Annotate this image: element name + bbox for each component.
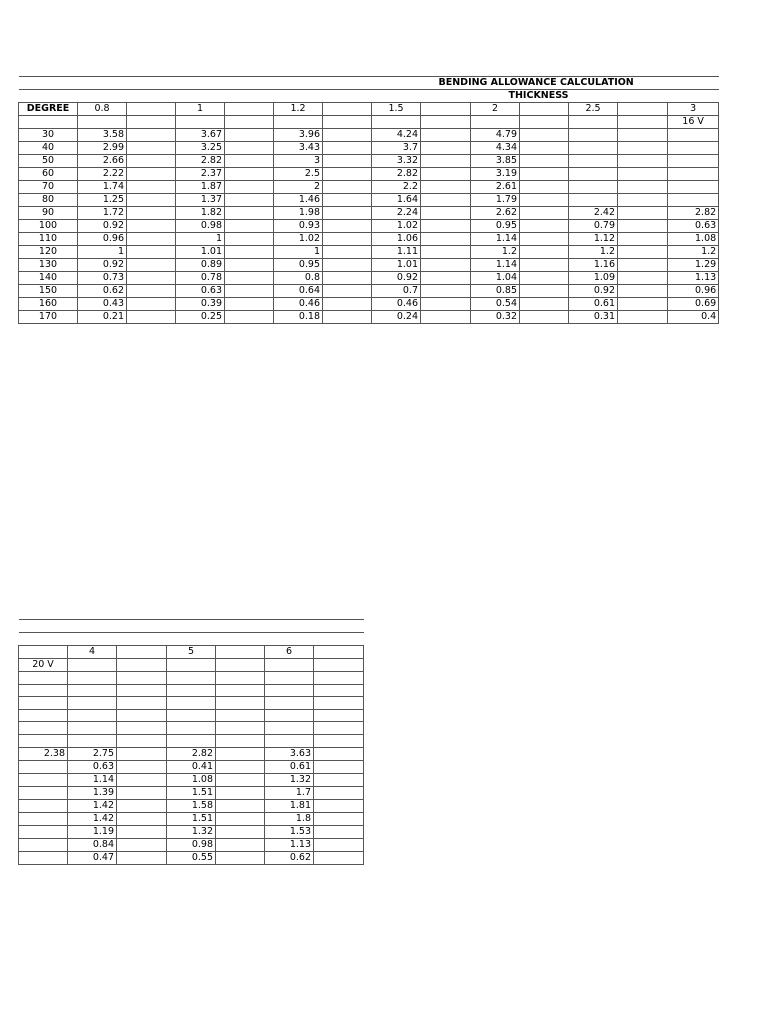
value-cell: 0.89 (176, 259, 225, 272)
value-cell: 1.39 (68, 786, 117, 799)
value-cell: 0.96 (668, 285, 719, 298)
degree-cell: 100 (19, 220, 78, 233)
value-cell (265, 734, 314, 747)
value-cell: 1.11 (372, 246, 421, 259)
value-cell (569, 181, 618, 194)
value-cell: 3.85 (471, 155, 520, 168)
value-cell: 2.24 (372, 207, 421, 220)
lead-cell (19, 786, 68, 799)
value-cell: 2.2 (372, 181, 421, 194)
degree-cell: 140 (19, 272, 78, 285)
lead-cell (19, 799, 68, 812)
value-cell (265, 722, 314, 735)
value-cell: 0.63 (176, 285, 225, 298)
value-cell: 0.92 (78, 259, 127, 272)
note-row (19, 659, 364, 672)
value-cell: 1 (78, 246, 127, 259)
table-row (19, 684, 364, 697)
thickness-header: 3 (668, 103, 719, 116)
value-cell: 1.32 (167, 825, 216, 838)
value-cell (668, 194, 719, 207)
note-16v: 16 V (668, 116, 719, 129)
value-cell: 3.32 (372, 155, 421, 168)
value-cell: 0.69 (668, 298, 719, 311)
value-cell (167, 697, 216, 710)
value-cell: 0.18 (274, 311, 323, 324)
value-cell: 2.22 (78, 168, 127, 181)
value-cell: 0.61 (265, 760, 314, 773)
value-cell: 0.84 (68, 838, 117, 851)
value-cell: 2.37 (176, 168, 225, 181)
table-row (19, 129, 719, 142)
value-cell: 2.75 (68, 747, 117, 760)
value-cell: 3.19 (471, 168, 520, 181)
value-cell: 1.12 (569, 233, 618, 246)
value-cell: 2.82 (668, 207, 719, 220)
value-cell: 0.79 (569, 220, 618, 233)
thickness-header: 5 (167, 646, 216, 659)
value-cell: 0.25 (176, 311, 225, 324)
table-row (19, 697, 364, 710)
table-row (19, 734, 364, 747)
value-cell: 4.79 (471, 129, 520, 142)
value-cell (68, 734, 117, 747)
lead-cell (19, 851, 68, 864)
value-cell: 0.95 (274, 259, 323, 272)
value-cell: 0.8 (274, 272, 323, 285)
thickness-header: 1.2 (274, 103, 323, 116)
value-cell: 1.02 (372, 220, 421, 233)
value-cell: 1.37 (176, 194, 225, 207)
value-cell (68, 709, 117, 722)
table-row (19, 672, 364, 685)
value-cell (569, 129, 618, 142)
value-cell (265, 709, 314, 722)
value-cell: 4.24 (372, 129, 421, 142)
value-cell: 1.04 (471, 272, 520, 285)
value-cell (167, 684, 216, 697)
value-cell: 0.85 (471, 285, 520, 298)
table-row (19, 272, 719, 285)
table-row (19, 285, 719, 298)
value-cell (68, 684, 117, 697)
value-cell: 1.14 (471, 233, 520, 246)
table-row (19, 722, 364, 735)
value-cell: 2.82 (372, 168, 421, 181)
value-cell: 0.63 (68, 760, 117, 773)
table-row (19, 851, 364, 864)
value-cell: 0.63 (668, 220, 719, 233)
value-cell: 1.46 (274, 194, 323, 207)
value-cell: 0.98 (167, 838, 216, 851)
table-row (19, 825, 364, 838)
value-cell: 0.32 (471, 311, 520, 324)
value-cell: 2.42 (569, 207, 618, 220)
value-cell: 1.74 (78, 181, 127, 194)
value-cell: 1.19 (68, 825, 117, 838)
lead-cell (19, 722, 68, 735)
value-cell: 0.54 (471, 298, 520, 311)
value-cell: 0.7 (372, 285, 421, 298)
lead-cell (19, 672, 68, 685)
value-cell: 1.01 (372, 259, 421, 272)
value-cell: 1.98 (274, 207, 323, 220)
value-cell: 1.14 (471, 259, 520, 272)
lead-cell (19, 734, 68, 747)
value-cell (167, 709, 216, 722)
lead-cell: 2.38 (19, 747, 68, 760)
value-cell: 3.58 (78, 129, 127, 142)
degree-cell: 150 (19, 285, 78, 298)
value-cell: 0.92 (78, 220, 127, 233)
value-cell: 2.82 (167, 747, 216, 760)
table-row (19, 747, 364, 760)
degree-cell: 40 (19, 142, 78, 155)
continuation-table (18, 619, 364, 865)
note-20v: 20 V (19, 659, 68, 672)
table-row (19, 799, 364, 812)
thickness-header: 6 (265, 646, 314, 659)
value-cell: 1.29 (668, 259, 719, 272)
value-cell: 1.02 (274, 233, 323, 246)
bending-allowance-table (18, 76, 719, 324)
lead-cell (19, 825, 68, 838)
value-cell: 1.42 (68, 812, 117, 825)
lead-cell (19, 773, 68, 786)
value-cell: 1.87 (176, 181, 225, 194)
value-cell: 1.14 (68, 773, 117, 786)
value-cell: 1.8 (265, 812, 314, 825)
value-cell (569, 194, 618, 207)
value-cell: 0.62 (265, 851, 314, 864)
value-cell: 0.24 (372, 311, 421, 324)
title-row (19, 77, 719, 90)
value-cell: 0.92 (569, 285, 618, 298)
degree-cell: 70 (19, 181, 78, 194)
value-cell: 4.34 (471, 142, 520, 155)
value-cell: 0.95 (471, 220, 520, 233)
value-cell: 3.43 (274, 142, 323, 155)
value-cell (167, 734, 216, 747)
value-cell: 1.58 (167, 799, 216, 812)
table-row (19, 709, 364, 722)
value-cell: 1.08 (167, 773, 216, 786)
value-cell: 0.46 (274, 298, 323, 311)
value-cell: 0.92 (372, 272, 421, 285)
subtitle-row (19, 90, 719, 103)
value-cell: 0.73 (78, 272, 127, 285)
degree-cell: 30 (19, 129, 78, 142)
degree-cell: 60 (19, 168, 78, 181)
table-row (19, 311, 719, 324)
value-cell: 0.62 (78, 285, 127, 298)
value-cell: 0.21 (78, 311, 127, 324)
lead-cell (19, 838, 68, 851)
degree-cell: 170 (19, 311, 78, 324)
value-cell: 1.08 (668, 233, 719, 246)
table-row (19, 233, 719, 246)
table-row (19, 773, 364, 786)
degree-cell: 110 (19, 233, 78, 246)
value-cell: 1.13 (668, 272, 719, 285)
value-cell: 0.98 (176, 220, 225, 233)
value-cell (265, 684, 314, 697)
degree-cell: 90 (19, 207, 78, 220)
value-cell: 1.51 (167, 812, 216, 825)
table-row (19, 155, 719, 168)
value-cell (668, 142, 719, 155)
value-cell: 1.32 (265, 773, 314, 786)
value-cell: 0.4 (668, 311, 719, 324)
value-cell: 0.61 (569, 298, 618, 311)
value-cell: 1.16 (569, 259, 618, 272)
lead-cell (19, 709, 68, 722)
value-cell: 2 (274, 181, 323, 194)
value-cell (167, 672, 216, 685)
value-cell (668, 168, 719, 181)
value-cell (569, 155, 618, 168)
degree-cell: 80 (19, 194, 78, 207)
table-row (19, 246, 719, 259)
value-cell (68, 672, 117, 685)
value-cell: 0.46 (372, 298, 421, 311)
table-row (19, 181, 719, 194)
value-cell: 1 (274, 246, 323, 259)
value-cell: 2.99 (78, 142, 127, 155)
lead-cell (19, 697, 68, 710)
value-cell: 0.31 (569, 311, 618, 324)
table-row (19, 259, 719, 272)
value-cell: 1.2 (569, 246, 618, 259)
value-cell: 0.39 (176, 298, 225, 311)
value-cell: 1.42 (68, 799, 117, 812)
degree-cell: 120 (19, 246, 78, 259)
lead-cell (19, 760, 68, 773)
table-row (19, 142, 719, 155)
value-cell: 0.55 (167, 851, 216, 864)
value-cell: 3.96 (274, 129, 323, 142)
table-row (19, 194, 719, 207)
table-row (19, 760, 364, 773)
value-cell: 1.06 (372, 233, 421, 246)
header-row (19, 103, 719, 116)
value-cell: 3 (274, 155, 323, 168)
value-cell: 3.25 (176, 142, 225, 155)
header-row (19, 646, 364, 659)
blank-row (19, 620, 364, 633)
degree-cell: 130 (19, 259, 78, 272)
value-cell (68, 697, 117, 710)
value-cell: 2.62 (471, 207, 520, 220)
lead-cell (19, 812, 68, 825)
value-cell: 2.5 (274, 168, 323, 181)
lead-cell (19, 684, 68, 697)
value-cell: 0.93 (274, 220, 323, 233)
value-cell: 0.41 (167, 760, 216, 773)
table-row (19, 207, 719, 220)
note-row (19, 116, 719, 129)
value-cell (569, 142, 618, 155)
table-row (19, 838, 364, 851)
value-cell: 1.81 (265, 799, 314, 812)
table-row (19, 168, 719, 181)
table-row (19, 220, 719, 233)
table-row (19, 812, 364, 825)
value-cell (265, 697, 314, 710)
value-cell: 1.13 (265, 838, 314, 851)
value-cell: 0.47 (68, 851, 117, 864)
value-cell: 2.61 (471, 181, 520, 194)
thickness-header: 4 (68, 646, 117, 659)
thickness-header: 1 (176, 103, 225, 116)
value-cell: 1.79 (471, 194, 520, 207)
value-cell: 1.2 (471, 246, 520, 259)
value-cell (68, 722, 117, 735)
value-cell: 0.64 (274, 285, 323, 298)
table-row (19, 298, 719, 311)
value-cell: 2.66 (78, 155, 127, 168)
value-cell: 1.7 (265, 786, 314, 799)
degree-header: DEGREE (19, 103, 78, 116)
table-subtitle: THICKNESS (508, 90, 569, 101)
value-cell (569, 168, 618, 181)
table-row (19, 786, 364, 799)
value-cell: 1.82 (176, 207, 225, 220)
value-cell: 3.67 (176, 129, 225, 142)
value-cell: 0.78 (176, 272, 225, 285)
value-cell (167, 722, 216, 735)
value-cell: 1.51 (167, 786, 216, 799)
value-cell (668, 129, 719, 142)
value-cell: 1.64 (372, 194, 421, 207)
blank-row (19, 633, 364, 646)
value-cell: 1 (176, 233, 225, 246)
value-cell: 0.43 (78, 298, 127, 311)
thickness-header: 2.5 (569, 103, 618, 116)
value-cell: 1.25 (78, 194, 127, 207)
value-cell: 2.82 (176, 155, 225, 168)
value-cell: 3.63 (265, 747, 314, 760)
value-cell (265, 672, 314, 685)
value-cell: 0.96 (78, 233, 127, 246)
value-cell: 1.72 (78, 207, 127, 220)
degree-cell: 160 (19, 298, 78, 311)
value-cell (668, 155, 719, 168)
value-cell: 1.53 (265, 825, 314, 838)
value-cell: 3.7 (372, 142, 421, 155)
thickness-header: 1.5 (372, 103, 421, 116)
value-cell (668, 181, 719, 194)
thickness-header: 2 (471, 103, 520, 116)
table-title: BENDING ALLOWANCE CALCULATION (438, 77, 634, 88)
thickness-header: 0.8 (78, 103, 127, 116)
degree-cell: 50 (19, 155, 78, 168)
value-cell: 1.09 (569, 272, 618, 285)
value-cell: 1.01 (176, 246, 225, 259)
value-cell: 1.2 (668, 246, 719, 259)
